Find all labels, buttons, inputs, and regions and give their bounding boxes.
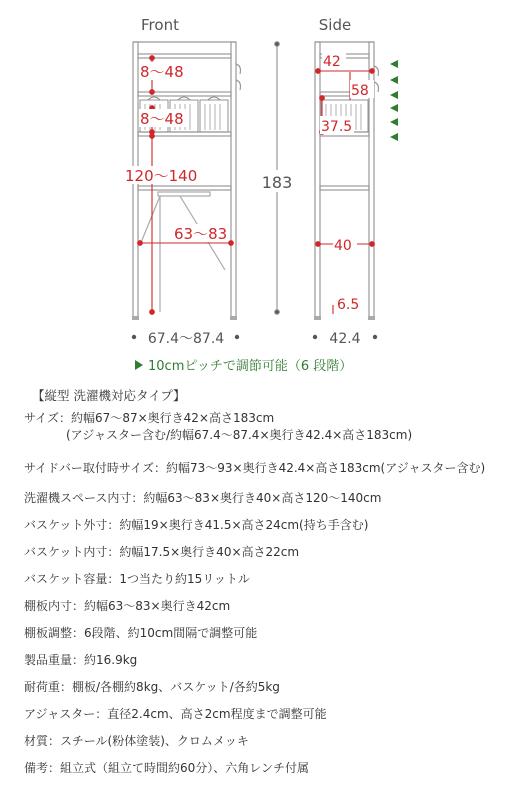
spec-label: アジャスター： <box>24 707 108 721</box>
spec-row <box>24 544 299 561</box>
spec-value: 約幅17.5×奥行き40×高さ22cm <box>119 545 300 559</box>
spec-label: 棚板調整： <box>24 626 85 640</box>
spec-row <box>24 598 230 615</box>
spec-row <box>24 652 137 669</box>
spec-row <box>24 410 412 444</box>
pitch-arrow-icon <box>390 133 398 141</box>
side-adjuster-label: 6.5 <box>337 297 360 313</box>
spec-list <box>24 386 519 775</box>
spec-label: 備考： <box>24 761 61 775</box>
spec-label: 棚板内寸： <box>24 599 85 613</box>
side-overall-depth-label: 42.4 <box>329 331 361 347</box>
spec-label: バスケット外寸： <box>24 518 120 532</box>
front-machine-width-label: 63～83 <box>174 225 228 243</box>
side-feet <box>314 316 375 320</box>
side-basket-height-label: 37.5 <box>321 119 353 135</box>
front-overall-width-label: 67.4～87.4 <box>147 331 225 347</box>
front-feet <box>132 316 237 320</box>
spec-row <box>24 733 249 750</box>
pitch-arrow-icon <box>390 104 398 112</box>
spec-label: 耐荷重： <box>24 680 73 694</box>
pitch-arrow-icon <box>390 76 398 84</box>
spec-value: 6段階、約10cm間隔で調整可能 <box>84 626 258 640</box>
spec-row <box>24 625 257 642</box>
spec-label: 製品重量： <box>24 653 85 667</box>
front-basket-gap-label: 8～48 <box>140 110 184 128</box>
side-view-label: Side <box>318 16 352 34</box>
spec-label: 材質： <box>24 734 61 748</box>
spec-value: 組立式（組立て時間約60分）、六角レンチ付属 <box>60 761 309 775</box>
spec-row <box>24 490 381 507</box>
front-dimension-lines <box>138 56 234 315</box>
spec-label: バスケット容量： <box>24 572 120 586</box>
spec-value: スチール(粉体塗装)、クロムメッキ <box>60 734 249 748</box>
spec-value: 約幅73～93×奥行き42.4×高さ183cm(アジャスター含む) <box>165 461 486 475</box>
side-machine-depth-label: 40 <box>334 238 352 254</box>
side-dimension-lines <box>316 69 375 314</box>
pitch-arrow-icon <box>390 60 398 68</box>
side-shelf-depth-label: 42 <box>323 54 341 70</box>
spec-value: 約幅63～83×奥行き42cm <box>84 599 231 613</box>
overall-height-label: 183 <box>261 173 293 192</box>
spec-value: 約幅67～87×奥行き42×高さ183cm <box>71 411 275 425</box>
spec-label: 洗濯機スペース内寸： <box>24 491 144 505</box>
spec-label: バスケット内寸： <box>24 545 120 559</box>
spec-row <box>24 706 327 723</box>
spec-label: サイドバー取付時サイズ： <box>24 461 166 475</box>
spec-label: サイズ： <box>24 411 72 425</box>
spec-row <box>24 460 485 477</box>
spec-value: 1つ当たり約15リットル <box>119 572 250 586</box>
rack-dimension-diagram <box>0 0 525 380</box>
front-top-gap-label: 8～48 <box>140 63 184 81</box>
spec-value: 約16.9kg <box>84 653 138 667</box>
spec-value: 約幅63～83×奥行き40×高さ120～140cm <box>143 491 382 505</box>
spec-sub-value: (アジャスター含む/約幅67.4～87.4×奥行き42.4×高さ183cm) <box>66 428 413 442</box>
spec-row <box>24 571 250 588</box>
spec-value: 棚板/各棚約8kg、バスケット/各約5kg <box>72 680 280 694</box>
spec-value: 約幅19×奥行き41.5×高さ24cm(持ち手含む) <box>119 518 369 532</box>
spec-value: 直径2.4cm、高さ2cm程度まで調整可能 <box>107 707 327 721</box>
spec-row <box>24 679 280 696</box>
play-triangle-icon <box>135 360 143 370</box>
shelf-pitch-arrow-icons <box>390 60 398 141</box>
spec-row <box>24 517 368 534</box>
spec-row <box>24 760 309 777</box>
front-view-label: Front <box>141 16 179 34</box>
pitch-arrow-icon <box>390 118 398 126</box>
front-hanging-bar <box>140 192 228 312</box>
pitch-note <box>135 355 352 374</box>
pitch-arrow-icon <box>390 91 398 99</box>
side-basket-depth-label: 58 <box>351 83 369 99</box>
spec-title: 【縦型 洗濯機対応タイプ】 <box>32 388 186 403</box>
front-machine-height-label: 120～140 <box>125 167 198 185</box>
pitch-note-text: 10cmピッチで調節可能（6 段階） <box>148 359 353 374</box>
